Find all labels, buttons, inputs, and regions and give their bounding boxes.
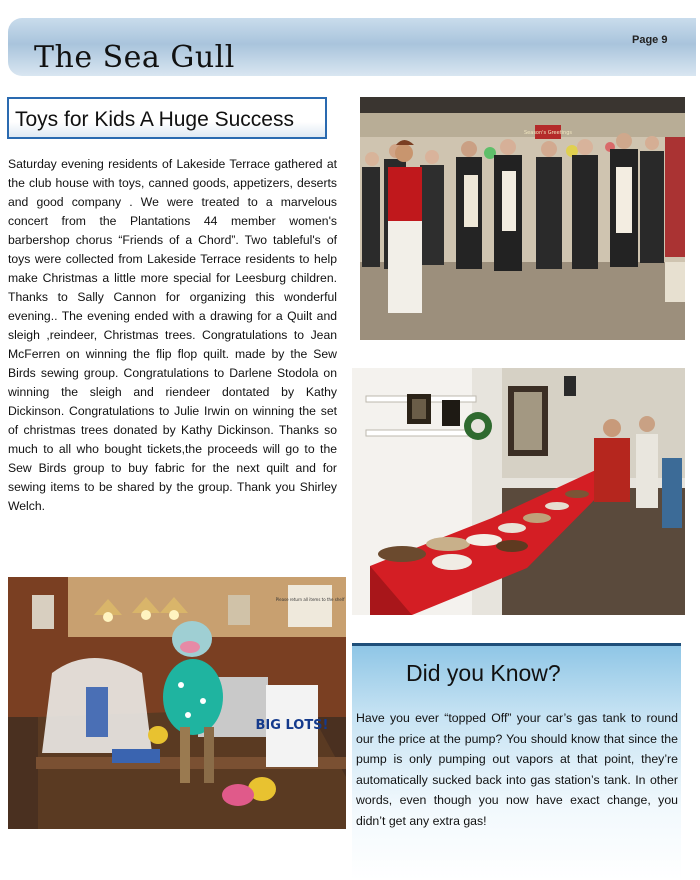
chorus-photo [360, 97, 685, 340]
did-you-know-box [352, 643, 681, 880]
notice-text: Please return all items to the shelf [275, 597, 345, 602]
did-you-know-title: Did you Know? [406, 660, 561, 686]
masthead-title: The Sea Gull [34, 40, 235, 75]
article-headline-box [7, 97, 327, 139]
season-sign-text: Season's Greetings [524, 130, 572, 136]
big-lots-bag-text: BIG LOTS! [255, 718, 329, 733]
page-number: Page 9 [632, 34, 668, 46]
food-table-illustration [352, 368, 685, 615]
toys-photo-illustration [8, 577, 346, 829]
did-you-know-body: Have you ever “topped Off” your car’s gas tank to round our the price at the pump? You should know that since the pump is only pumping out vapors at that point, they’re automatically sucked back into gas station’s tank. In other words, even though you now have exact change, you didn’t get any extra gas! [356, 711, 678, 828]
article-headline: Toys for Kids A Huge Success [15, 108, 294, 131]
article-body: Saturday evening residents of Lakeside Terrace gathered at the club house with toys, canned goods, appetizers, deserts and good company . We were treated to a marvelous concert from the Plantations 44 member women's barbershop chorus “Friends of a Chord”. Two tableful's of toys were collected from Lakeside Terrace residents to help make Christmas a little more special for Leesburg children. Thanks to Sally Cannon for organizing this wonderful evening.. The evening ended with a drawing for a Quilt and sleigh ,reindeer, Christmas trees. Congratulations to Jean McFerren on winning the flip flop quilt. made by the Sew Birds sewing group. Congratulations to Darlene Stodola on winning the sleigh and riendeer dontated by Kathy Dickinson. Congratulations to Julie Irwin on winning the set of christmas trees donated by Kathy Dickinson. Thanks so much to all who bought tickets,the proceeds will go to the Sew Birds group to buy fabric for the next quilt and for sewing items to be shared by the group. Thank you Shirley Welch. [8, 157, 337, 513]
chorus-photo-illustration [360, 97, 685, 340]
toys-photo [8, 577, 346, 829]
food-table-photo [352, 368, 685, 615]
